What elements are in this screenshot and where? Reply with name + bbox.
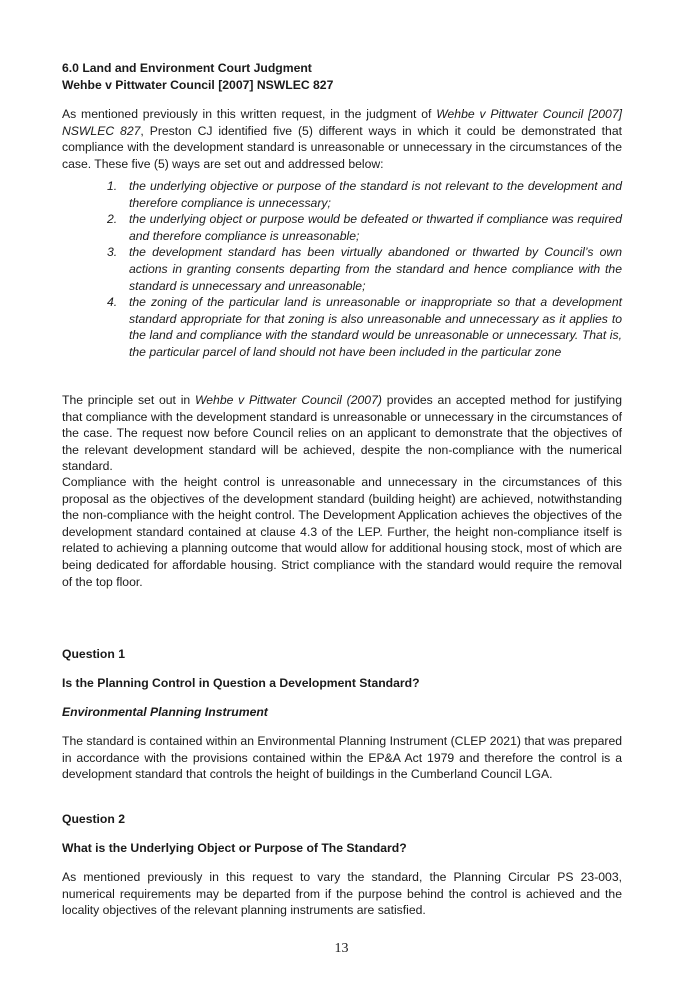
intro-text-2: , Preston CJ identified five (5) different ways in which it could be demonstrated that compliance with the development standard is unreasonable or unnecessary in the circumstances of the case. These five (5) ways are set out and addressed below: bbox=[62, 123, 622, 171]
list-item-number: 1. bbox=[107, 179, 118, 193]
principle-text-2: provides an accepted method for justifying that compliance with the development standard is unreasonable or unnecessary in the circumstances of the case. The request now before Council relies on an applicant to demonstrate that the objectives of the relevant development standard will be achieved, despite the non-compliance with the numerical standard. bbox=[62, 393, 622, 474]
section-heading bbox=[62, 60, 622, 93]
list-item-text: the development standard has been virtually abandoned or thwarted by Council’s own actions in granting consents departing from the standard and hence compliance with the standard is unnecessary and unreasonable; bbox=[129, 245, 622, 293]
principle-text-1: The principle set out in bbox=[62, 393, 195, 407]
five-ways-list bbox=[107, 178, 622, 361]
section-heading-case: Wehbe v Pittwater Council [2007] NSWLEC 827 bbox=[62, 77, 334, 92]
principle-paragraph bbox=[62, 392, 622, 475]
list-item bbox=[107, 294, 622, 360]
question-1-label: Question 1 bbox=[62, 647, 125, 661]
list-item bbox=[107, 244, 622, 294]
intro-text-1: As mentioned previously in this written request, in the judgment of bbox=[62, 107, 437, 121]
question-1-answer: The standard is contained within an Environmental Planning Instrument (CLEP 2021) that was prepared in accordance with the provisions contained within the EP&A Act 1979 and therefore the control is a development standard that controls the height of buildings in the Cumberland Council LGA. bbox=[62, 734, 622, 782]
list-item bbox=[107, 211, 622, 244]
list-item-number: 2. bbox=[107, 212, 118, 227]
page-number: 13 bbox=[334, 941, 349, 956]
list-item bbox=[107, 178, 622, 211]
list-item-text: the underlying object or purpose would be defeated or thwarted if compliance was required and therefore compliance is unreasonable; bbox=[129, 212, 622, 243]
list-item-number: 3. bbox=[107, 245, 118, 260]
list-item-text: the underlying objective or purpose of the standard is not relevant to the development and therefore compliance is unnecessary; bbox=[129, 179, 622, 210]
section-heading-title: 6.0 Land and Environment Court Judgment bbox=[62, 61, 312, 75]
list-item-number: 4. bbox=[107, 295, 118, 310]
question-1-subheading: Environmental Planning Instrument bbox=[62, 705, 268, 719]
compliance-paragraph: Compliance with the height control is unreasonable and unnecessary in the circumstances of this proposal as the objectives of the development standard (building height) are achieved, notwithstanding the non-compliance with the height control. The Development Application achieves the objectives of the development standard contained at clause 4.3 of the LEP. Further, the height non-compliance itself is related to achieving a planning outcome that would allow for additional housing stock, most of which are being dedicated for affordable housing. Strict compliance with the standard would require the removal of the top floor. bbox=[62, 475, 622, 589]
intro-case-name: Wehbe v Pittwater Council [2007] NSWLEC 827 bbox=[62, 107, 622, 138]
question-2-text: What is the Underlying Object or Purpose of The Standard? bbox=[62, 841, 407, 855]
question-1-text: Is the Planning Control in Question a Development Standard? bbox=[62, 676, 420, 690]
intro-paragraph bbox=[62, 106, 622, 172]
list-item-text: the zoning of the particular land is unreasonable or inappropriate so that a development standard appropriate for that zoning is also unreasonable and unnecessary as it applies to the land and compliance with the standard would be unreasonable or unnecessary. That is, the particular parcel of land should not have been included in the particular zone bbox=[129, 295, 622, 359]
question-2-answer: As mentioned previously in this request to vary the standard, the Planning Circular PS 23-003, numerical requirements may be departed from if the purpose behind the control is achieved and the locality objectives of the relevant planning instruments are satisfied. bbox=[62, 870, 622, 918]
question-2-label: Question 2 bbox=[62, 812, 125, 826]
principle-case-name: Wehbe v Pittwater Council (2007) bbox=[195, 393, 382, 407]
